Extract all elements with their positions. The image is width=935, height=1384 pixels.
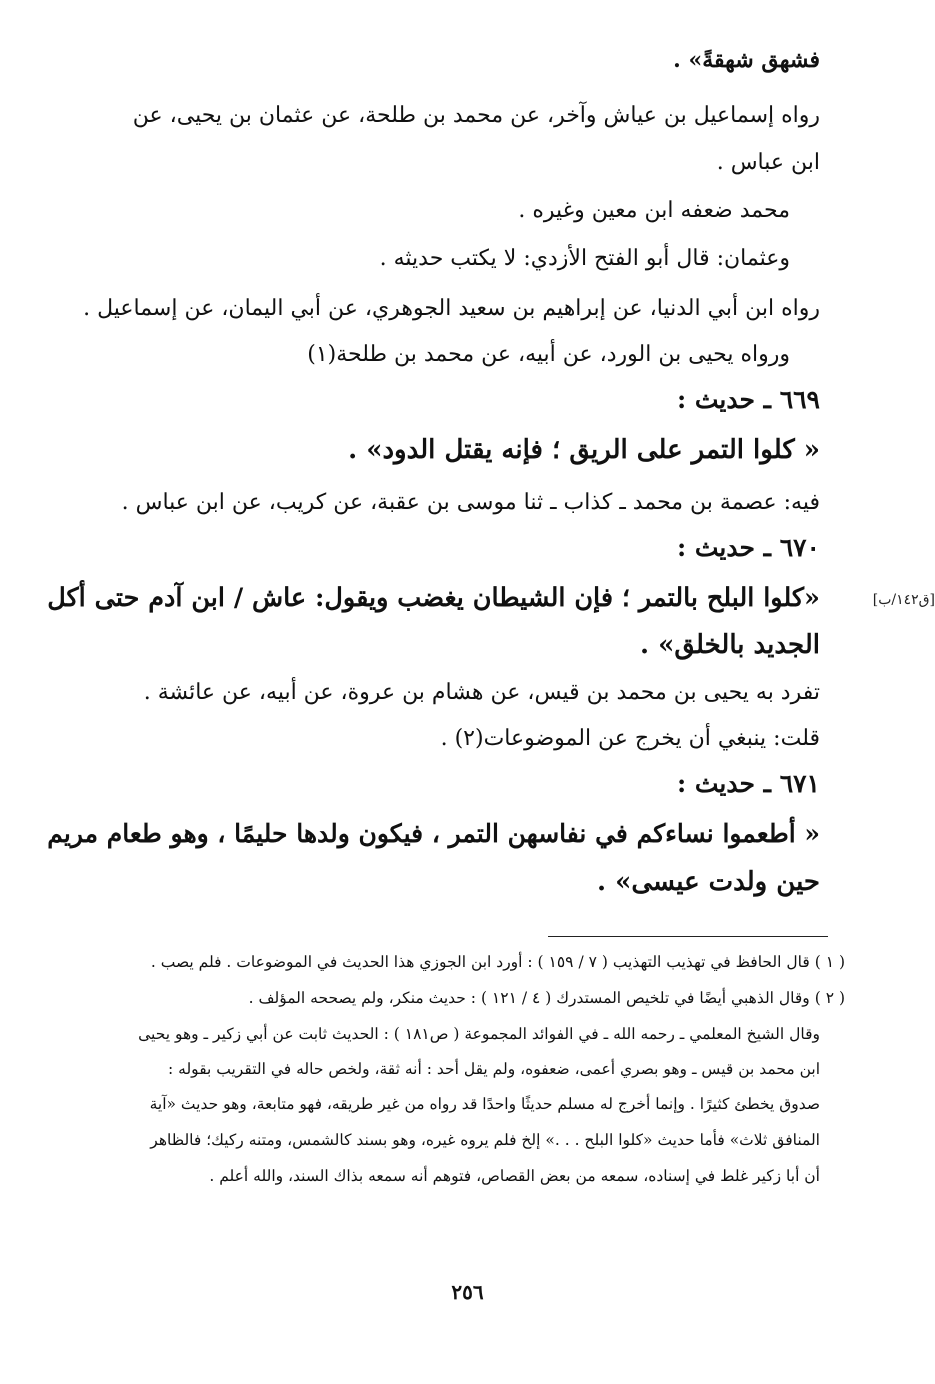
hadith-text: حين ولدت عيسى» . [597, 867, 820, 897]
text-line: ورواه يحيى بن الورد، عن أبيه، عن محمد بن طلحة(١) [307, 342, 790, 367]
text-line: رواه إسماعيل بن عياش وآخر، عن محمد بن طلحة، عن عثمان بن يحيى، عن [132, 103, 820, 128]
text-line: محمد ضعفه ابن معين وغيره . [518, 198, 790, 223]
footnote-line: ( ١ ) قال الحافظ في تهذيب التهذيب ( ٧ / ١٥٩ ) : أورد ابن الجوزي هذا الحديث في الموضوعات . فلم يصب . [150, 953, 845, 971]
footnote-line: صدوق يخطئ كثيرًا . وإنما أخرج له مسلم حديثًا واحدًا قد رواه من غير طريقه، فهو متابعة، وهو حديث «آية [149, 1095, 820, 1113]
hadith-text: «كلوا البلح بالتمر ؛ فإن الشيطان يغضب ويقول: عاش / ابن آدم حتى أكل [47, 583, 820, 613]
manuscript-margin-note: [ق١٤٢/ب] [872, 592, 935, 608]
text-line: وعثمان: قال أبو الفتح الأزدي: لا يكتب حديثه . [379, 246, 790, 271]
footnote-line: المنافق ثلاث» فأما حديث «كلوا البلح . . .» إلخ فلم يروه غيره، وهو بسند كالشمس، ومتنه ركيك؛ فالظاهر [150, 1131, 820, 1149]
footnote-line: ( ٢ ) وقال الذهبي أيضًا في تلخيص المستدرك ( ٤ / ١٢١ ) : حديث منكر، ولم يصححه المؤلف . [248, 989, 845, 1007]
hadith-heading: ٦٦٩ ـ حديث : [676, 385, 820, 414]
text-line: ابن عباس . [716, 150, 820, 175]
hadith-heading: ٦٧٠ ـ حديث : [676, 533, 820, 562]
footnote-line: ابن محمد بن قيس ـ وهو بصري أعمى، ضعفوه، ولم يقل أحد : أنه ثقة، ولخص حاله في التقريب بقوله : [168, 1060, 820, 1078]
text-line: تفرد به يحيى بن محمد بن قيس، عن هشام بن عروة، عن أبيه، عن عائشة . [143, 680, 820, 705]
page-number: ٢٥٦ [451, 1280, 484, 1304]
hadith-text: الجديد بالخلق» . [639, 630, 820, 660]
text-line: قلت: ينبغي أن يخرج عن الموضوعات(٢) . [440, 726, 820, 751]
text-line: فشهق شهقةً» . [673, 47, 820, 73]
hadith-heading: ٦٧١ ـ حديث : [676, 769, 820, 798]
footnote-line: وقال الشيخ المعلمي ـ رحمه الله ـ في الفوائد المجموعة ( ص١٨١ ) : الحديث ثابت عن أبي زكير ـ وهو يحيى [138, 1025, 820, 1043]
hadith-text: « أطعموا نساءكم في نفاسهن التمر ، فيكون ولدها حليمًا ، وهو طعام مريم [47, 819, 820, 848]
hadith-text: « كلوا التمر على الريق ؛ فإنه يقتل الدود» . [348, 435, 820, 465]
text-line: رواه ابن أبي الدنيا، عن إبراهيم بن سعيد الجوهري، عن أبي اليمان، عن إسماعيل . [83, 296, 820, 321]
text-line: فيه: عصمة بن محمد ـ كذاب ـ ثنا موسى بن عقبة، عن كريب، عن ابن عباس . [121, 490, 820, 515]
footnote-rule [548, 936, 828, 937]
footnote-line: أن أبا زكير غلط في إسناده، سمعه من بعض القصاص، فتوهم أنه سمعه بذاك السند، والله أعلم . [209, 1167, 820, 1185]
